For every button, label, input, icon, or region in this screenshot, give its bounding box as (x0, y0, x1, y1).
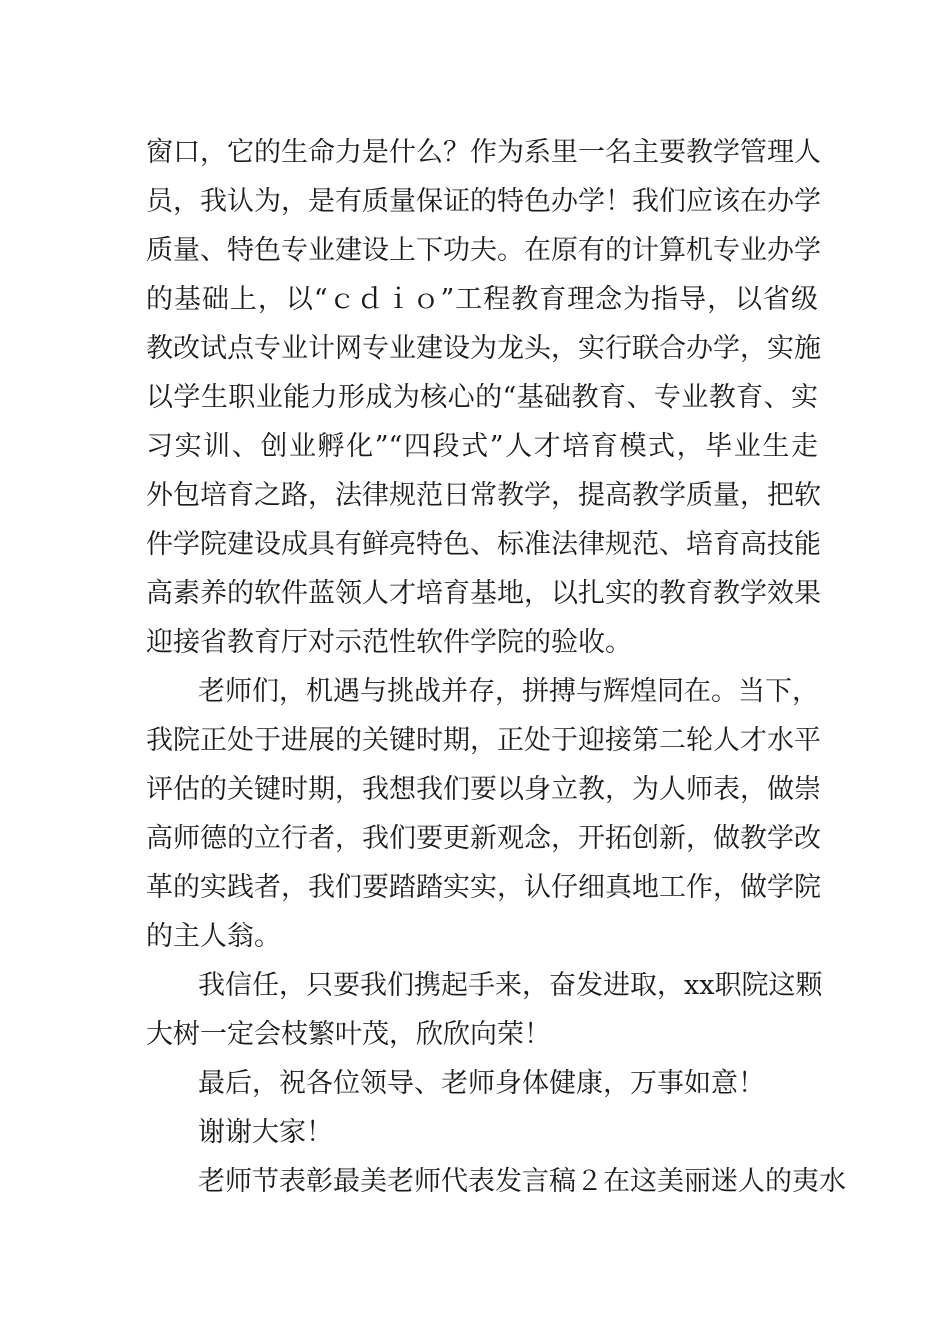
paragraph-first-line: 我信任，只要我们携起手来，奋发进取，xx职院这颗 (198, 970, 823, 1001)
text-line: 教改试点专业计网专业建设为龙头，实行联合办学，实施 (146, 333, 821, 364)
paragraph-first-line: 最后，祝各位领导、老师身体健康，万事如意！ (198, 1068, 765, 1099)
text-line: 习实训、创业孵化”“四段式”人才培育模式，毕业生走 (146, 431, 818, 462)
text-line: 评估的关键时期，我想我们要以身立教，为人师表，做崇 (146, 774, 821, 805)
paragraph-first-line: 老师节表彰最美老师代表发言稿２在这美丽迷人的夷水 (198, 1166, 846, 1197)
text-line: 高素养的软件蓝领人才培育基地，以扎实的教育教学效果 (146, 578, 821, 609)
text-line: 的基础上，以“ｃｄｉｏ”工程教育理念为指导，以省级 (146, 284, 818, 315)
paragraph-first-line: 老师们，机遇与挑战并存，拼搏与辉煌同在。当下， (198, 676, 819, 707)
text-line: 革的实践者，我们要踏踏实实，认仔细真地工作，做学院 (146, 872, 821, 903)
text-line: 外包培育之路，法律规范日常教学，提高教学质量，把软 (146, 480, 821, 511)
text-line: 质量、特色专业建设上下功夫。在原有的计算机专业办学 (146, 235, 821, 266)
text-line: 窗口，它的生命力是什么？作为系里一名主要教学管理人 (146, 137, 821, 168)
text-line: 件学院建设成具有鲜亮特色、标准法律规范、培育高技能 (146, 529, 821, 560)
document-body (146, 128, 846, 1206)
text-line: 迎接省教育厅对示范性软件学院的验收。 (146, 627, 632, 658)
text-line: 高师德的立行者，我们要更新观念，开拓创新，做教学改 (146, 823, 821, 854)
text-line: 的主人翁。 (146, 921, 281, 952)
text-line: 大树一定会枝繁叶茂，欣欣向荣！ (146, 1019, 551, 1050)
text-line: 我院正处于进展的关键时期，正处于迎接第二轮人才水平 (146, 725, 821, 756)
text-line: 以学生职业能力形成为核心的“基础教育、专业教育、实 (146, 382, 818, 413)
text-line: 员，我认为，是有质量保证的特色办学！我们应该在办学 (146, 186, 821, 217)
paragraph-first-line: 谢谢大家！ (198, 1117, 333, 1148)
